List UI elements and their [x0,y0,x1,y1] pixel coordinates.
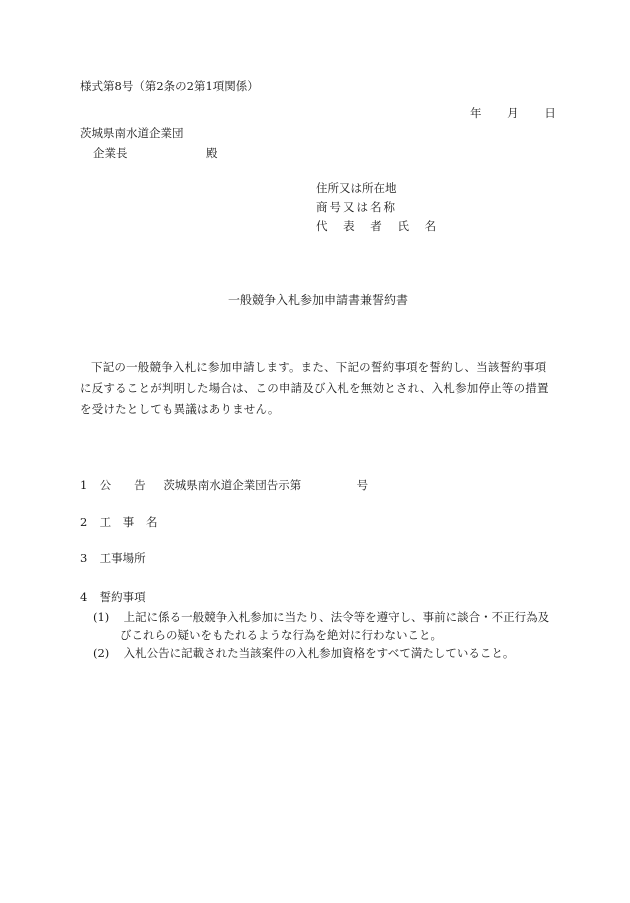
body-line: 下記の一般競争入札に参加申請します。また、下記の誓約事項を誓約し、当該誓約事項 [91,360,547,374]
pledge-sub-item-1 [93,611,549,625]
addressee-organization: 茨城県南水道企業団 [80,126,184,140]
item-number: 1 [80,478,88,492]
body-line: に反することが判明した場合は、この申請及び入札を無効とされ、入札参加停止等の措置 [80,381,549,395]
date-day-label: 日 [544,106,556,120]
sub-item-text: 入札公告に記載された当該案件の入札参加資格をすべて満たしていること。 [123,646,515,660]
notice-value: 茨城県南水道企業団告示第 [163,478,302,492]
item-pledge [80,591,146,605]
applicant-address-label: 住所又は所在地 [316,181,397,195]
body-line: を受けたとしても異議はありません。 [80,402,280,416]
date-line [470,107,556,121]
sub-item-text: 上記に係る一般競争入札参加に当たり、法令等を遵守し、事前に談合・不正行為及 [123,610,550,624]
document-title: 一般競争入札参加申請書兼誓約書 [228,293,409,307]
item-work-name [80,516,161,530]
date-month-label: 月 [507,106,519,120]
item-label: 工事場所 [99,551,146,565]
sub-item-number: (2) [93,646,110,660]
applicant-company-label: 商号又は名称 [316,200,397,214]
applicant-representative-label: 代 表 者 氏 名 [316,219,443,233]
addressee-title: 企業長 [93,146,128,160]
form-number: 様式第8号（第2条の2第1項関係） [80,79,259,93]
item-label: 工 事 名 [99,515,162,529]
body-text [80,357,555,420]
item-work-location [80,552,146,566]
date-year-label: 年 [470,106,482,120]
item-number: 3 [80,551,88,565]
pledge-sub-item-2 [93,647,514,661]
item-label: 公 告 [99,478,146,492]
notice-suffix: 号 [356,478,369,492]
addressee-honorific: 殿 [206,146,218,160]
sub-item-number: (1) [93,610,110,624]
item-number: 2 [80,515,88,529]
pledge-sub-item-1-continuation: びこれらの疑いをもたれるような行為を絶対に行わないこと。 [120,628,442,642]
item-notice [80,479,368,493]
item-number: 4 [80,590,88,604]
item-label: 誓約事項 [99,590,146,604]
